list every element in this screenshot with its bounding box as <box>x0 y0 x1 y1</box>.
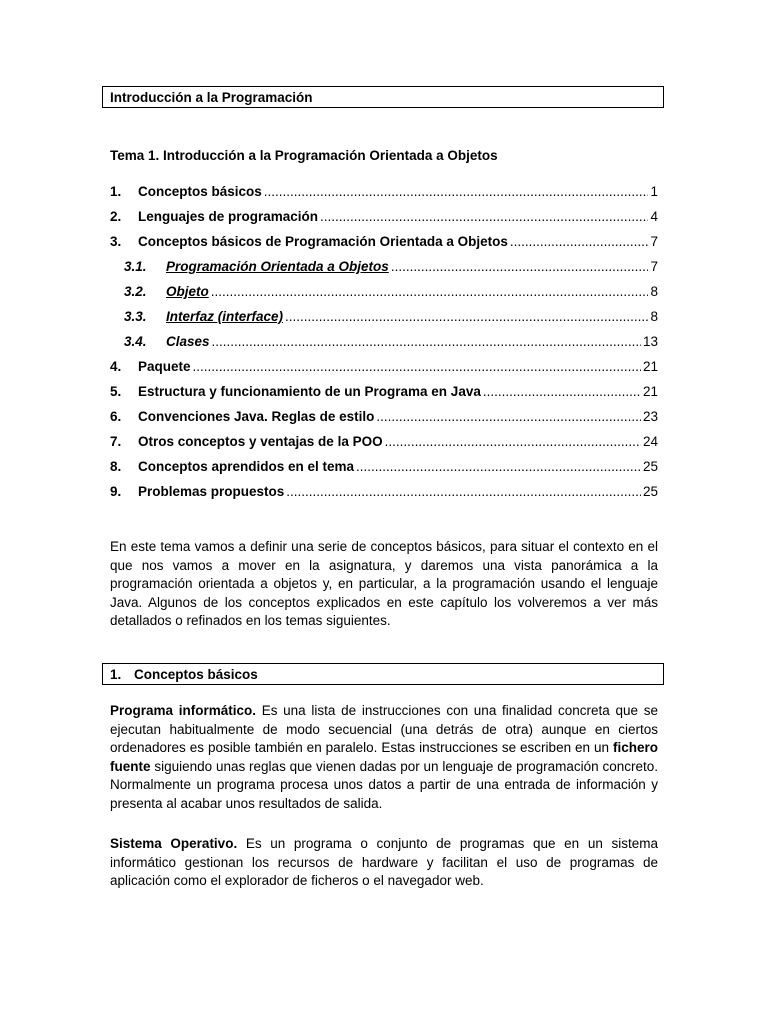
toc-leader-dots <box>212 334 641 349</box>
toc-entry[interactable] <box>110 234 658 259</box>
toc-entry-title: Objeto <box>166 284 209 299</box>
toc-entry[interactable] <box>110 484 658 509</box>
toc-entry-title: Programación Orientada a Objetos <box>166 259 389 274</box>
toc-entry-title: Interfaz (interface) <box>166 309 284 324</box>
toc-entry[interactable] <box>110 409 658 434</box>
toc-entry-page: 25 <box>642 459 658 474</box>
toc-entry[interactable] <box>110 209 658 234</box>
toc-entry-page: 25 <box>642 484 658 499</box>
toc-leader-dots <box>356 459 641 474</box>
toc-entry-title: Otros conceptos y ventajas de la POO <box>138 434 383 449</box>
toc-entry-title: Conceptos básicos <box>138 184 262 199</box>
toc-entry[interactable] <box>110 259 658 284</box>
toc-entry-title: Estructura y funcionamiento de un Programa en Java <box>138 384 481 399</box>
toc-entry-title: Clases <box>166 334 210 349</box>
toc-leader-dots <box>385 434 641 449</box>
toc-leader-dots <box>320 209 648 224</box>
toc-entry-page: 24 <box>642 434 658 449</box>
toc-entry-page: 8 <box>650 309 658 324</box>
toc-entry-number: 3. <box>110 234 122 249</box>
toc-entry-number: 9. <box>110 484 122 499</box>
toc-leader-dots <box>264 184 649 199</box>
toc-entry-number: 2. <box>110 209 122 224</box>
paragraph-text: Es un programa o conjunto de programas que en un sistema informático gestionan los recursos de hardware y facilitan el uso de programas de aplicación como el explorador de ficheros o el navegador web. <box>110 836 658 888</box>
toc-entry-page: 13 <box>642 334 658 349</box>
toc-entry-page: 7 <box>650 234 658 249</box>
section-title: Conceptos básicos <box>134 667 258 682</box>
toc-entry-title: Lenguajes de programación <box>138 209 319 224</box>
toc-leader-dots <box>391 259 649 274</box>
toc-entry-number: 8. <box>110 459 122 474</box>
term-programa-informatico: Programa informático. <box>110 703 256 718</box>
toc-entry-page: 1 <box>650 184 658 199</box>
toc-entry-number: 7. <box>110 434 122 449</box>
toc-leader-dots <box>510 234 649 249</box>
toc-entry[interactable] <box>110 184 658 209</box>
paragraph-text: Es una lista de instrucciones con una finalidad concreta que se ejecutan habitualmente de modo secuencial (una detrás de otra) aunque en ciertos ordenadores es posible también en paralelo. Estas instrucciones se escriben en un <box>110 703 658 755</box>
toc-entry-number: 3.4. <box>124 334 147 349</box>
paragraph-programa-informatico <box>110 702 658 813</box>
toc-entry[interactable] <box>110 334 658 359</box>
toc-entry-title: Conceptos aprendidos en el tema <box>138 459 355 474</box>
toc-entry-number: 3.2. <box>124 284 147 299</box>
term-fichero-fuente: fichero fuente <box>110 740 658 774</box>
toc-entry-title: Convenciones Java. Reglas de estilo <box>138 409 375 424</box>
toc-entry-title: Problemas propuestos <box>138 484 285 499</box>
toc-entry-page: 21 <box>642 359 658 374</box>
toc-entry-number: 3.1. <box>124 259 147 274</box>
toc-entry-title: Conceptos básicos de Programación Orientada a Objetos <box>138 234 508 249</box>
toc-entry-page: 7 <box>650 259 658 274</box>
toc-entry[interactable] <box>110 459 658 484</box>
toc-entry-title: Paquete <box>138 359 191 374</box>
term-sistema-operativo: Sistema Operativo. <box>110 836 238 851</box>
toc-leader-dots <box>483 384 641 399</box>
tema-title: Tema 1. Introducción a la Programación Orientada a Objetos <box>110 148 498 163</box>
toc-entry-page: 21 <box>642 384 658 399</box>
toc-entry-number: 3.3. <box>124 309 147 324</box>
header-title: Introducción a la Programación <box>110 90 313 105</box>
table-of-contents <box>110 184 658 509</box>
toc-leader-dots <box>285 309 648 324</box>
toc-entry-page: 4 <box>650 209 658 224</box>
paragraph-text: siguiendo unas reglas que vienen dadas por un lenguaje de programación concreto. Normalmente un programa procesa unos datos a partir de una entrada de información y presenta al acabar unos resultados de salida. <box>110 758 658 811</box>
toc-entry-number: 6. <box>110 409 122 424</box>
toc-entry-number: 5. <box>110 384 122 399</box>
toc-leader-dots <box>376 409 641 424</box>
toc-entry[interactable] <box>110 434 658 459</box>
toc-entry[interactable] <box>110 359 658 384</box>
toc-entry[interactable] <box>110 309 658 334</box>
section-heading-1 <box>102 663 664 685</box>
section-number: 1. <box>110 667 122 682</box>
paragraph-sistema-operativo <box>110 835 658 891</box>
toc-entry[interactable] <box>110 384 658 409</box>
toc-entry-number: 1. <box>110 184 122 199</box>
toc-leader-dots <box>211 284 649 299</box>
toc-entry[interactable] <box>110 284 658 309</box>
toc-entry-page: 8 <box>650 284 658 299</box>
toc-entry-page: 23 <box>642 409 658 424</box>
intro-paragraph: En este tema vamos a definir una serie de conceptos básicos, para situar el contexto en el que nos vamos a mover en la asignatura, y daremos una vista panorámica a la programación orientada a objetos y, en particular, a la programación usando el lenguaje Java. Algunos de los conceptos explicados en este capítulo los volveremos a ver más detallados o refinados en los temas siguientes. <box>110 539 658 628</box>
toc-leader-dots <box>193 359 641 374</box>
toc-leader-dots <box>286 484 641 499</box>
toc-entry-number: 4. <box>110 359 122 374</box>
document-header <box>102 86 664 108</box>
